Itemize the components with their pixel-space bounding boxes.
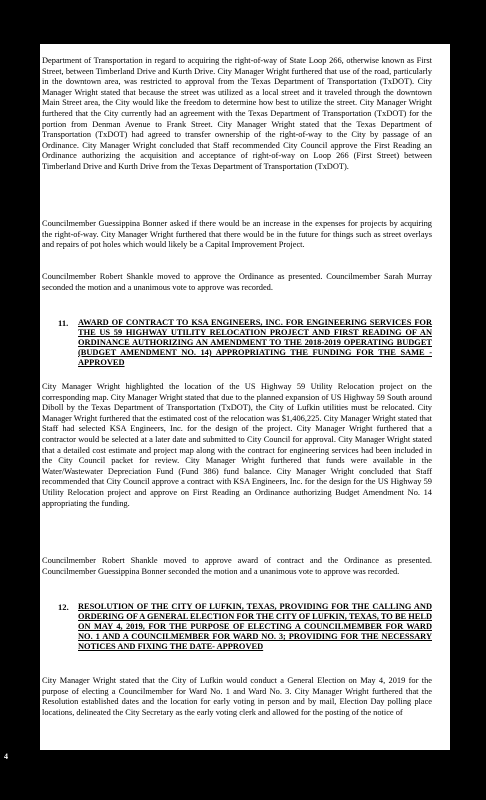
paragraph-election: City Manager Wright stated that the City of Lufkin would conduct a General Election on May 4, 2019 for the purpose of electing a Councilmember for Ward No. 1 and Ward No. 3. City Manager Wright furthered that the Resolution established dates and the location for early voting in person and by mail, Election Day polling place locations, delineated the City Secretary as the early voting clerk and allowed for the posting of the notice of — [42, 676, 432, 717]
paragraph-motion-2: Councilmember Robert Shankle moved to approve award of contract and the Ordinance as presented. Councilmember Guessippina Bonner seconded the motion and a unanimous vote to approve was recorded. — [42, 556, 432, 576]
item-number-11: 11. — [58, 318, 69, 328]
item-number-12: 12. — [58, 602, 69, 612]
paragraph-bonner-question: Councilmember Guessippina Bonner asked if there would be an increase in the expenses for projects by acquiring the right-of-way. City Manager Wright furthered that there would be in the future for things such as street overlays and repairs of pot holes which would likely be a Capital Improvement Project. — [42, 219, 432, 250]
paragraph-loop266: Department of Transportation in regard to acquiring the right-of-way of State Loop 266, otherwise known as First Street, between Timberland Drive and Kurth Drive. City Manager Wright furthered that use of the road, particularly in the downtown area, was restricted to approval from the Texas Department of Transportation (TxDOT). City Manager Wright stated that because the street was utilized as a local street and it traveled through the downtown Main Street area, the City would like the freedom to determine how best to utilize the street. City Manager Wright furthered that the City currently had an agreement with the Texas Department of Transportation (TxDOT) for the portion from Denman Avenue to Frank Street. City Manager Wright stated that the Texas Department of Transportation (TxDOT) had agreed to transfer ownership of the right-of-way to the City by passage of an Ordinance. City Manager Wright concluded that Staff recommended City Council approve the First Reading an Ordinance authorizing the acquisition and acceptance of right-of-way on Loop 266 (First Street) between Timberland Drive and Kurth Drive from the Texas Department of Transportation (TxDOT). — [42, 56, 432, 171]
paragraph-ksa-contract: City Manager Wright highlighted the location of the US Highway 59 Utility Relocation project on the corresponding map. City Manager Wright stated that due to the planned expansion of US Highway 59 South around Diboll by the Texas Department of Transportation (TxDOT), the City of Lufkin utilities must be relocated. City Manager Wright furthered that the estimated cost of the relocation was $1,406,225. City Manager Wright stated that Staff had selected KSA Engineers, Inc. for the design of the project. City Manager Wright furthered that a contractor would be selected at a later date and submitted to City Council for approval. City Manager Wright stated that a detailed cost estimate and project map along with the contract for engineering services had been included in the City Council packet for review. City Manager Wright furthered that funds were available in the Water/Wastewater Depreciation Fund (Fund 386) fund balance. City Manager Wright concluded that Staff recommended that City Council approve a contract with KSA Engineers, Inc. for the design for the US Highway 59 Utility Relocation project and approve on First Reading an Ordinance authorizing Budget Amendment No. 14 appropriating the funding. — [42, 382, 432, 508]
item-heading-12: RESOLUTION OF THE CITY OF LUFKIN, TEXAS, PROVIDING FOR THE CALLING AND ORDERING OF A GENERAL ELECTION FOR THE CITY OF LUFKIN, TEXAS, TO BE HELD ON MAY 4, 2019, FOR THE PURPOSE OF ELECTING A COUNCILMEMBER FOR WARD NO. 1 AND A COUNCILMEMBER FOR WARD NO. 3; PROVIDING FOR THE NECESSARY NOTICES AND FIXING THE DATE- APPROVED — [78, 602, 432, 651]
item-heading-11: AWARD OF CONTRACT TO KSA ENGINEERS, INC. FOR ENGINEERING SERVICES FOR THE US 59 HIGHWAY UTILITY RELOCATION PROJECT AND FIRST READING OF AN ORDINANCE AUTHORIZING AN AMENDMENT TO THE 2018-2019 OPERATING BUDGET (BUDGET AMENDMENT NO. 14) APPROPRIATING THE FUNDING FOR THE SAME - APPROVED — [78, 318, 432, 367]
page-number: 4 — [4, 752, 8, 760]
paragraph-motion-1: Councilmember Robert Shankle moved to approve the Ordinance as presented. Councilmember Sarah Murray seconded the motion and a unanimous vote to approve was recorded. — [42, 272, 432, 292]
